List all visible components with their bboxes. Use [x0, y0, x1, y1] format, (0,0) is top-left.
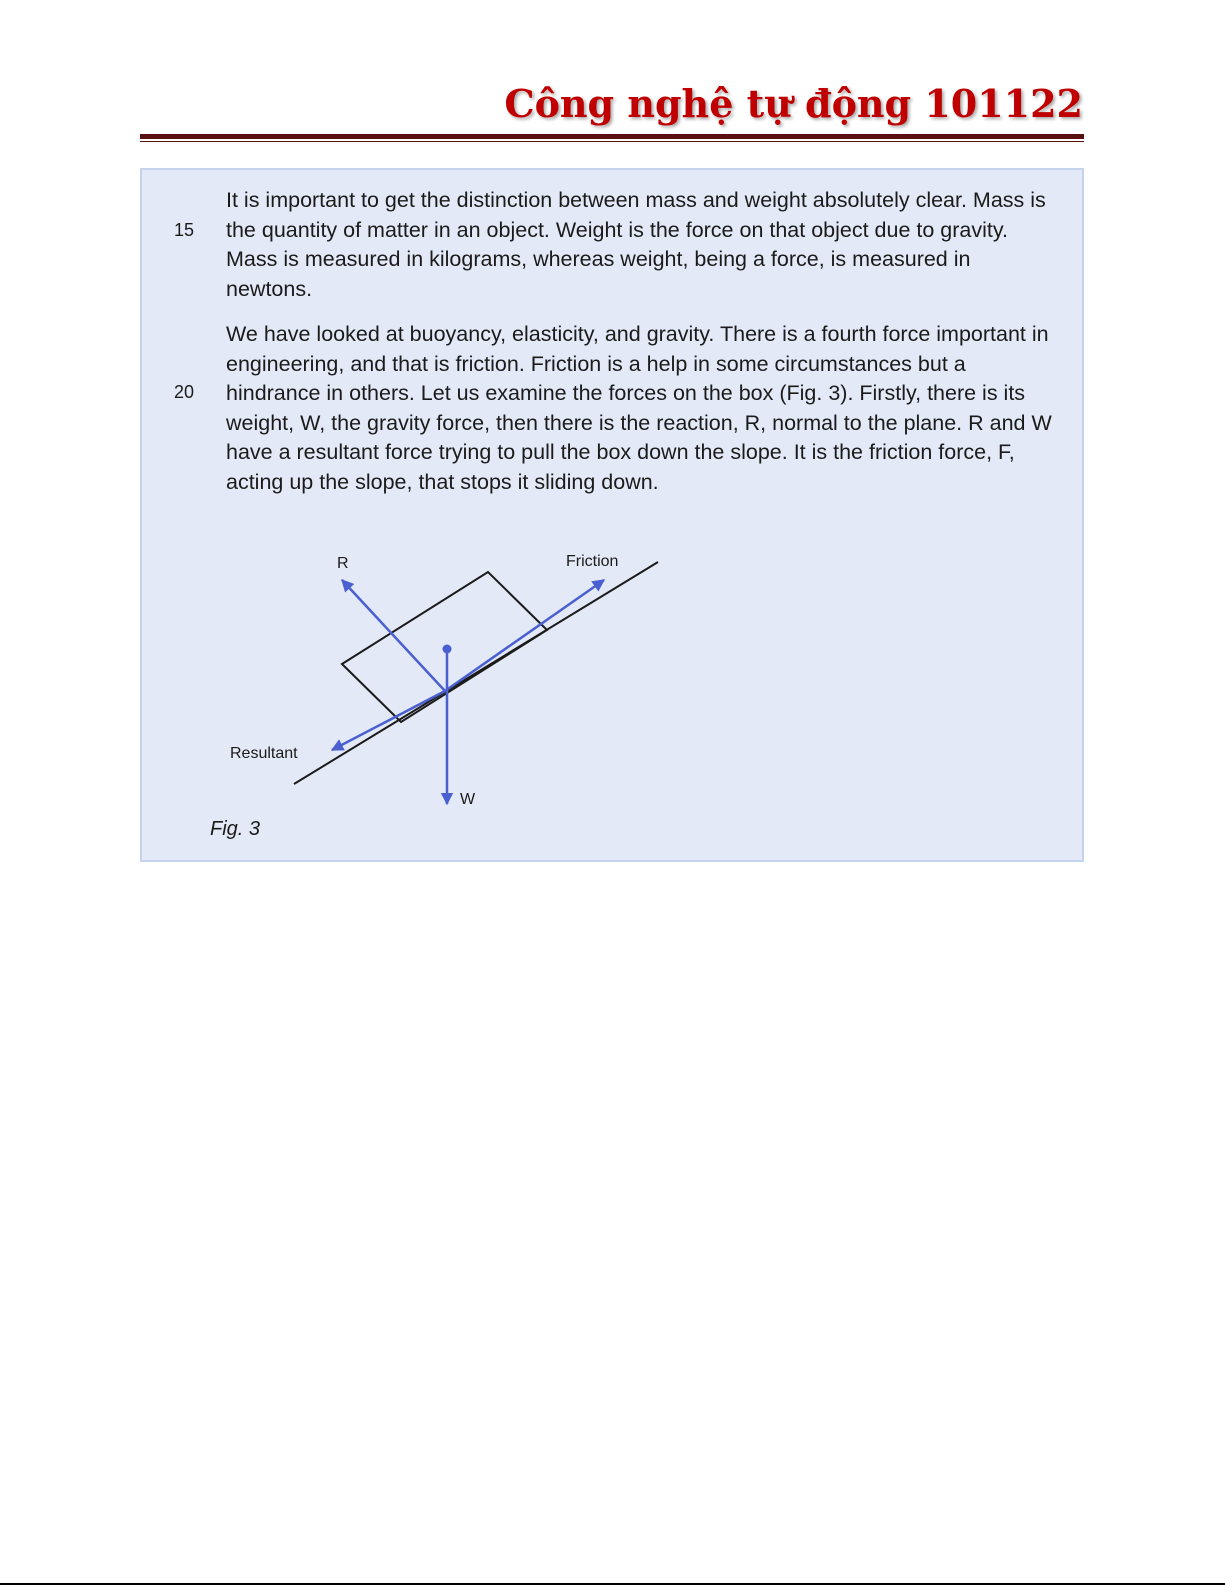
paragraph-friction: We have looked at buoyancy, elasticity, and gravity. There is a fourth force important in engineering, and that is friction. Friction is a help in some circumstances but a hindrance in others. Let us examine the forces on the box (Fig. 3). Firstly, there is its weight, W, the gravity force, then there is the reaction, R, normal to the plane. R and W have a resultant force trying to pull the box down the slope. It is the friction force, F, acting up the slope, that stops it sliding down. [226, 322, 1052, 494]
reaction-arrow [342, 580, 445, 691]
reaction-label: R [337, 555, 349, 572]
scanned-textbook-excerpt [140, 168, 1084, 862]
centre-of-gravity-dot [443, 645, 452, 654]
inclined-plane-line [294, 562, 658, 784]
force-diagram [142, 170, 1082, 860]
header-rule-thin [140, 141, 1084, 142]
line-number: 20 [174, 382, 195, 402]
weight-label: W [460, 791, 476, 808]
friction-label: Friction [566, 553, 619, 570]
paragraph-mass-weight: It is important to get the distinction between mass and weight absolutely clear. Mass is the quantity of matter in an object. Weight is the force on that object due to gravity. Mass is measured in kilograms, whereas weight, being a force, is measured in newtons. [226, 188, 1046, 301]
line-number: 15 [174, 220, 195, 240]
header-rule [140, 134, 1084, 139]
figure-caption: Fig. 3 [210, 818, 261, 840]
friction-arrow [445, 580, 604, 691]
resultant-arrow [332, 691, 445, 750]
page-header-title: Công nghệ tự động 101122 [504, 81, 1083, 126]
resultant-label: Resultant [230, 745, 298, 762]
